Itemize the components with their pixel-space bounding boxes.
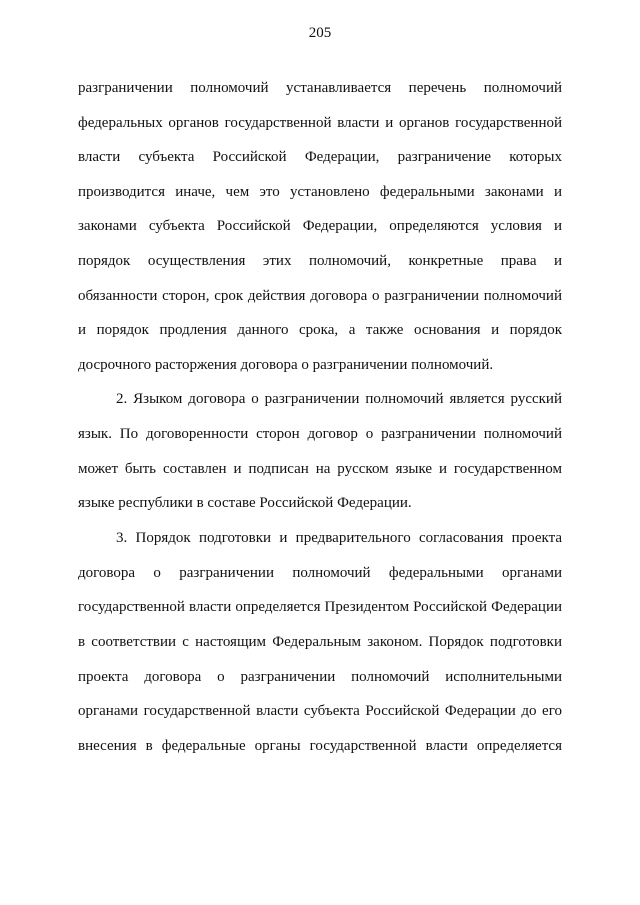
text-line: органами государственной власти субъекта Российской Федерации до его	[78, 703, 562, 719]
text-line: власти субъекта Российской Федерации, разграничение которых	[78, 149, 562, 165]
text-line: законами субъекта Российской Федерации, определяются условия и	[78, 218, 562, 234]
text-line: языке республики в составе Российской Федерации.	[78, 495, 412, 511]
text-line: язык. По договоренности сторон договор о разграничении полномочий	[78, 426, 562, 442]
text-line: порядок осуществления этих полномочий, конкретные права и	[78, 253, 562, 269]
text-line: досрочного расторжения договора о разграничении полномочий.	[78, 357, 494, 373]
text-line: разграничении полномочий устанавливается перечень полномочий	[78, 80, 562, 96]
text-line: может быть составлен и подписан на русском языке и государственном	[78, 461, 562, 477]
text-line: в соответствии с настоящим Федеральным законом. Порядок подготовки	[78, 634, 562, 650]
text-line: и порядок продления данного срока, а также основания и порядок	[78, 322, 562, 338]
text-line: договора о разграничении полномочий федеральными органами	[78, 565, 562, 581]
text-line: обязанности сторон, срок действия договора о разграничении полномочий	[78, 288, 562, 304]
text-line: производится иначе, чем это установлено федеральными законами и	[78, 184, 562, 200]
paragraph-2-first-line: 2. Языком договора о разграничении полномочий является русский	[116, 391, 562, 407]
paragraph-3-first-line: 3. Порядок подготовки и предварительного согласования проекта	[116, 530, 562, 546]
text-line: государственной власти определяется Президентом Российской Федерации	[78, 599, 562, 615]
page-number: 205	[308, 25, 332, 41]
text-line: проекта договора о разграничении полномочий исполнительными	[78, 669, 562, 685]
text-line: федеральных органов государственной власти и органов государственной	[78, 115, 562, 131]
text-line: внесения в федеральные органы государственной власти определяется	[78, 738, 562, 754]
